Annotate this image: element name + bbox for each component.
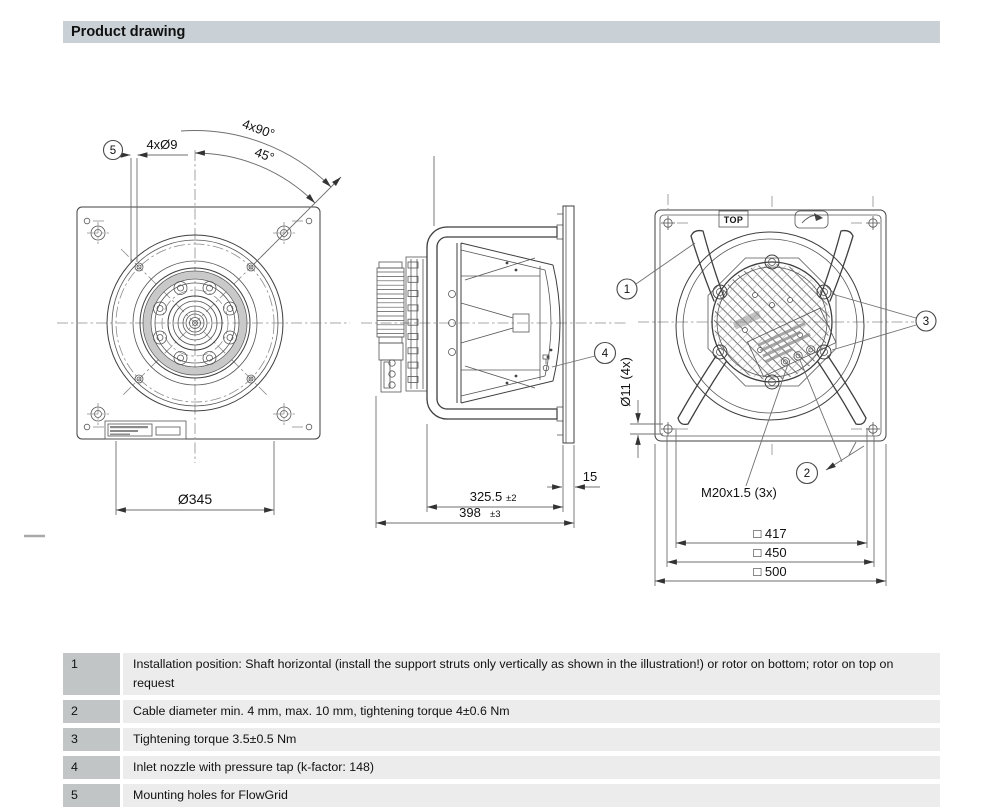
angle-spacing-label: 4x90° — [240, 116, 277, 142]
note-text: Tightening torque 3.5±0.5 Nm — [123, 728, 940, 751]
corner-holes-label: Ø11 (4x) — [618, 357, 633, 407]
depth-inner-tol: ±2 — [506, 493, 517, 504]
rear-callout-2 — [701, 360, 864, 500]
callout-3 — [916, 311, 936, 331]
note-text: Installation position: Shaft horizontal (install the support struts only vertically as shown in the illustration!) or rotor on bottom; rotor on top on request — [123, 653, 940, 695]
curved-arrow-icon — [795, 211, 828, 228]
cable-gland-label: M20x1.5 (3x) — [701, 485, 777, 500]
note-text: Mounting holes for FlowGrid — [123, 784, 940, 807]
front-angle-dimension — [181, 116, 341, 265]
dim-hole-pitch: □ 450 — [753, 545, 787, 560]
side-view — [361, 156, 631, 528]
front-diameter-label: Ø345 — [177, 491, 213, 507]
side-dimensions — [376, 396, 600, 528]
rear-dimensions — [655, 428, 886, 586]
table-row — [63, 784, 940, 807]
depth-total-tol: ±3 — [490, 509, 501, 520]
note-text: Cable diameter min. 4 mm, max. 10 mm, tightening torque 4±0.6 Nm — [123, 700, 940, 723]
side-motor — [377, 262, 404, 392]
table-row — [63, 700, 940, 723]
dim-outer: □ 500 — [753, 564, 787, 579]
front-holes-label: 4xØ9 — [146, 137, 178, 152]
note-number: 1 — [63, 653, 120, 695]
note-number: 3 — [63, 728, 120, 751]
note-number: 5 — [63, 784, 120, 807]
depth-total-value: 398 — [459, 505, 481, 520]
dim-strut-pitch: □ 417 — [753, 526, 787, 541]
angle-offset-label: 45° — [252, 144, 277, 166]
svg-text:2: 2 — [803, 468, 811, 480]
note-text: Inlet nozzle with pressure tap (k-factor: 148) — [123, 756, 940, 779]
rear-motor — [712, 262, 836, 382]
table-row — [63, 653, 940, 695]
callout-5 — [104, 141, 123, 160]
svg-text:TOP: TOP — [723, 215, 744, 225]
front-nameplate — [105, 421, 186, 439]
plate-offset-label: 15 — [582, 469, 598, 484]
notes-table — [63, 653, 940, 812]
side-callout-4 — [552, 343, 616, 368]
rear-view — [617, 194, 936, 586]
svg-text:4: 4 — [601, 348, 609, 360]
callout-4 — [595, 343, 616, 364]
svg-text:5: 5 — [109, 145, 117, 157]
depth-inner-value: 325.5 — [469, 489, 503, 504]
side-motor-flange — [406, 257, 427, 391]
note-number: 2 — [63, 700, 120, 723]
callout-2 — [797, 463, 818, 484]
svg-text:1: 1 — [623, 284, 631, 296]
rear-hole-dimension — [618, 357, 663, 458]
front-view — [57, 116, 350, 515]
callout-1 — [617, 279, 637, 299]
svg-text:3: 3 — [922, 316, 930, 328]
page-title: Product drawing — [63, 21, 940, 43]
top-marking — [719, 211, 748, 227]
front-hole-dimension — [104, 137, 189, 262]
table-row — [63, 728, 940, 751]
table-row — [63, 756, 940, 779]
note-number: 4 — [63, 756, 120, 779]
